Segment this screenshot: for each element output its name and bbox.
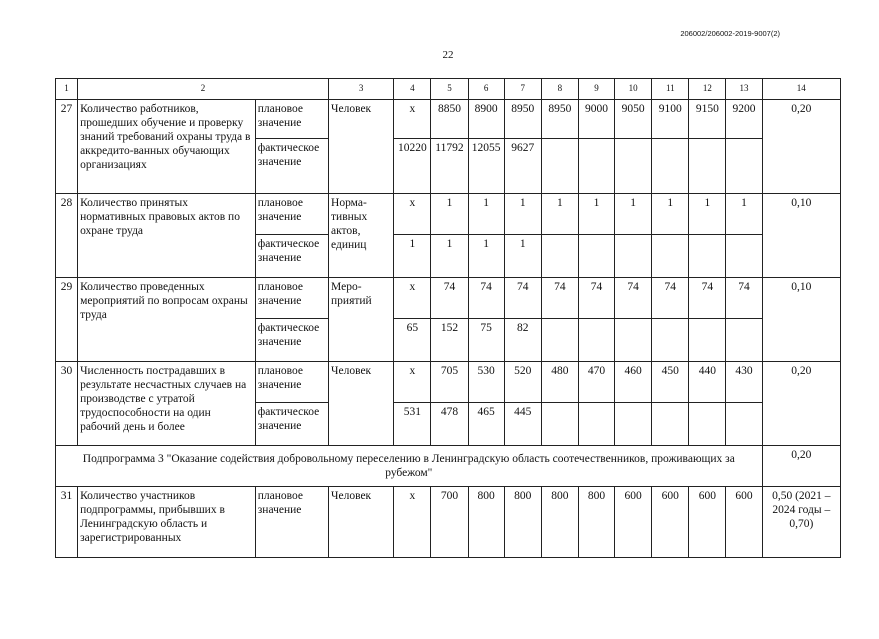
column-number-row [56, 79, 841, 100]
fact-label: фактическое значение [255, 319, 328, 362]
fact-value: 445 [504, 403, 541, 446]
plan-value: 1 [615, 194, 652, 235]
plan-label: плановое значение [255, 362, 328, 403]
fact-value [578, 139, 614, 194]
fact-value: 531 [394, 403, 431, 446]
plan-value: 600 [652, 487, 689, 558]
weight: 0,10 [762, 278, 840, 362]
unit: Человек [329, 487, 394, 558]
plan-value: 74 [504, 278, 541, 319]
fact-value [578, 403, 614, 446]
fact-value: 478 [431, 403, 468, 446]
plan-value: 9000 [578, 100, 614, 139]
weight: 0,20 [762, 362, 840, 446]
plan-value: 8950 [504, 100, 541, 139]
unit: Норма-тивных актов, единиц [329, 194, 394, 278]
fact-value: 1 [431, 235, 468, 278]
col-number: 13 [726, 79, 762, 100]
fact-value [726, 235, 762, 278]
plan-value: x [394, 194, 431, 235]
plan-value: 600 [615, 487, 652, 558]
row-number: 29 [56, 278, 78, 362]
plan-value: 800 [468, 487, 504, 558]
indicator-name: Количество участников подпрограммы, прибывших в Ленинградскую область и зарегистрированных [78, 487, 256, 558]
plan-value: 520 [504, 362, 541, 403]
fact-value [652, 235, 689, 278]
fact-value: 75 [468, 319, 504, 362]
fact-label: фактическое значение [255, 139, 328, 194]
col-number: 3 [329, 79, 394, 100]
plan-value: 9150 [689, 100, 726, 139]
plan-value: 470 [578, 362, 614, 403]
col-number: 6 [468, 79, 504, 100]
plan-value: 1 [541, 194, 578, 235]
indicator-name: Количество работников, прошедших обучение и проверку знаний требований охраны труда в аккредито-ванных обучающих организациях [78, 100, 256, 194]
fact-label: фактическое значение [255, 235, 328, 278]
plan-value: 8900 [468, 100, 504, 139]
fact-value [578, 319, 614, 362]
fact-value: 1 [504, 235, 541, 278]
plan-value: 700 [431, 487, 468, 558]
fact-value [541, 319, 578, 362]
plan-value: 800 [578, 487, 614, 558]
plan-value: 1 [726, 194, 762, 235]
fact-value: 1 [468, 235, 504, 278]
plan-value: x [394, 100, 431, 139]
plan-value: 800 [541, 487, 578, 558]
plan-label: плановое значение [255, 194, 328, 235]
table-row [56, 278, 841, 319]
fact-value: 12055 [468, 139, 504, 194]
plan-value: 450 [652, 362, 689, 403]
fact-value [578, 235, 614, 278]
plan-value: 530 [468, 362, 504, 403]
weight: 0,20 [762, 100, 840, 194]
fact-value [615, 403, 652, 446]
fact-value: 65 [394, 319, 431, 362]
plan-value: 705 [431, 362, 468, 403]
indicator-name: Количество принятых нормативных правовых актов по охране труда [78, 194, 256, 278]
plan-value: 1 [652, 194, 689, 235]
row-number: 28 [56, 194, 78, 278]
weight: 0,50 (2021 – 2024 годы – 0,70) [762, 487, 840, 558]
plan-value: 600 [689, 487, 726, 558]
plan-value: 8850 [431, 100, 468, 139]
fact-value [689, 403, 726, 446]
col-number: 9 [578, 79, 614, 100]
plan-value: 9050 [615, 100, 652, 139]
fact-value [652, 139, 689, 194]
table-row [56, 100, 841, 139]
fact-value: 82 [504, 319, 541, 362]
fact-value [541, 139, 578, 194]
unit: Человек [329, 100, 394, 194]
fact-value [689, 235, 726, 278]
plan-value: 9100 [652, 100, 689, 139]
table-row [56, 487, 841, 558]
row-number: 31 [56, 487, 78, 558]
unit: Меро-приятий [329, 278, 394, 362]
plan-value: 74 [431, 278, 468, 319]
subprogram-title: Подпрограмма 3 "Оказание содействия добровольному переселению в Ленинградскую область соотечественников, проживающих за рубежом" [56, 446, 763, 487]
fact-value: 152 [431, 319, 468, 362]
document-id: 206002/206002-2019-9007(2) [680, 29, 780, 38]
fact-value: 11792 [431, 139, 468, 194]
subprogram-row [56, 446, 841, 487]
fact-value [689, 139, 726, 194]
fact-value: 9627 [504, 139, 541, 194]
plan-value: 430 [726, 362, 762, 403]
fact-value [615, 319, 652, 362]
fact-value: 10220 [394, 139, 431, 194]
plan-value: 480 [541, 362, 578, 403]
indicator-name: Численность пострадавших в результате несчастных случаев на производстве с утратой трудоспособности на один рабочий день и более [78, 362, 256, 446]
table-row [56, 194, 841, 235]
col-number: 8 [541, 79, 578, 100]
plan-value: x [394, 487, 431, 558]
col-number: 12 [689, 79, 726, 100]
fact-value: 465 [468, 403, 504, 446]
plan-value: 74 [726, 278, 762, 319]
plan-label: плановое значение [255, 487, 328, 558]
plan-value: 9200 [726, 100, 762, 139]
plan-value: 1 [578, 194, 614, 235]
table-row [56, 362, 841, 403]
plan-value: 1 [431, 194, 468, 235]
col-number: 5 [431, 79, 468, 100]
fact-value [726, 319, 762, 362]
indicator-name: Количество проведенных мероприятий по вопросам охраны труда [78, 278, 256, 362]
fact-value [615, 235, 652, 278]
plan-value: 8950 [541, 100, 578, 139]
plan-value: 600 [726, 487, 762, 558]
plan-value: 1 [689, 194, 726, 235]
plan-value: x [394, 362, 431, 403]
col-number: 1 [56, 79, 78, 100]
page-number: 22 [442, 49, 454, 61]
plan-value: 460 [615, 362, 652, 403]
row-number: 30 [56, 362, 78, 446]
plan-value: 1 [504, 194, 541, 235]
col-number: 10 [615, 79, 652, 100]
plan-value: 74 [689, 278, 726, 319]
col-number: 4 [394, 79, 431, 100]
fact-value: 1 [394, 235, 431, 278]
plan-value: 74 [578, 278, 614, 319]
row-number: 27 [56, 100, 78, 194]
weight: 0,20 [762, 446, 840, 487]
fact-value [689, 319, 726, 362]
plan-value: 440 [689, 362, 726, 403]
plan-value: 74 [468, 278, 504, 319]
plan-value: x [394, 278, 431, 319]
plan-value: 74 [541, 278, 578, 319]
col-number: 11 [652, 79, 689, 100]
col-number: 14 [762, 79, 840, 100]
fact-value [652, 319, 689, 362]
fact-value [615, 139, 652, 194]
plan-value: 800 [504, 487, 541, 558]
plan-value: 74 [615, 278, 652, 319]
col-number: 2 [78, 79, 329, 100]
plan-value: 1 [468, 194, 504, 235]
plan-label: плановое значение [255, 100, 328, 139]
fact-value [541, 403, 578, 446]
indicators-table [55, 78, 841, 558]
fact-value [541, 235, 578, 278]
unit: Человек [329, 362, 394, 446]
plan-label: плановое значение [255, 278, 328, 319]
weight: 0,10 [762, 194, 840, 278]
col-number: 7 [504, 79, 541, 100]
fact-value [726, 139, 762, 194]
fact-label: фактическое значение [255, 403, 328, 446]
fact-value [726, 403, 762, 446]
plan-value: 74 [652, 278, 689, 319]
fact-value [652, 403, 689, 446]
